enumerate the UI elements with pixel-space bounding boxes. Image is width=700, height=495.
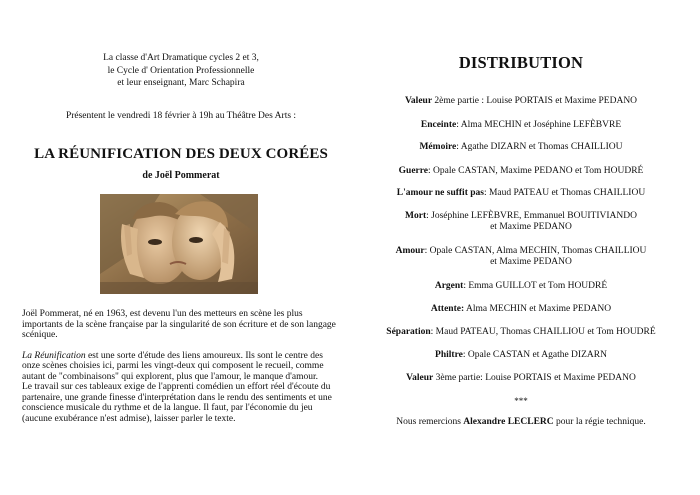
description-paragraph: Le travail sur ces tableaux exige de l'apprenti comédien un effort réel d'écoute du partenaire, une grande finesse d'interprétation dans le rendu des sentiments et une conscience musicale du rythme et de la langue. Il faut, par l'économie du jeu (aucune exubérance n'est admise), laisser parler le texte. (22, 382, 332, 424)
role-cast: : Maud PATEAU et Thomas CHAILLIOU (483, 188, 646, 198)
role-name: L'amour ne suffit pas (396, 188, 484, 198)
cast-entry (360, 304, 682, 315)
role-cast: Alma MECHIN et Maxime PEDANO (464, 304, 612, 314)
role-cast: : Opale CASTAN, Maxime PEDANO et Tom HOUDRÉ (428, 166, 644, 176)
cast-entry (360, 166, 682, 177)
intro-line: le Cycle d' Orientation Professionnelle (107, 65, 255, 76)
intro-block (22, 52, 340, 90)
role-cast-continued: et Maxime PEDANO (490, 222, 572, 232)
cast-entry (360, 246, 682, 268)
presents-line: Présentent le vendredi 18 février à 19h au Théâtre Des Arts : (65, 111, 297, 121)
cast-entry (360, 281, 682, 292)
role-name: Mort (405, 211, 427, 221)
role-cast: 3ème partie: Louise PORTAIS et Maxime PEDANO (433, 373, 636, 383)
left-page (22, 0, 340, 495)
distribution-title: DISTRIBUTION (458, 53, 584, 72)
thanks-prefix: Nous remercions (396, 417, 464, 427)
role-name: Mémoire (419, 142, 457, 152)
cast-entry (360, 350, 682, 361)
role-name: Philtre (435, 350, 463, 360)
role-cast-continued: et Maxime PEDANO (490, 257, 572, 267)
play-title-italic: La Réunification (22, 350, 86, 361)
description-paragraph (22, 351, 340, 383)
intro-line: La classe d'Art Dramatique cycles 2 et 3, (103, 53, 259, 63)
cast-entry (360, 120, 682, 131)
role-name: Valeur (406, 373, 434, 383)
role-name: Argent (434, 281, 464, 291)
role-cast: : Agathe DIZARN et Thomas CHAILLIOU (456, 142, 623, 152)
play-author: de Joël Pommerat (142, 170, 220, 181)
right-page (360, 0, 682, 495)
separator: *** (514, 396, 528, 406)
thanks-line (360, 417, 682, 427)
role-name: Guerre (398, 166, 429, 176)
role-name: Valeur (404, 96, 433, 106)
play-title: LA RÉUNIFICATION DES DEUX CORÉES (34, 146, 328, 162)
cover-painting (100, 194, 258, 294)
role-cast: : Emma GUILLOT et Tom HOUDRÉ (463, 281, 608, 291)
cast-entry (360, 96, 682, 107)
role-cast: : Opale CASTAN, Alma MECHIN, Thomas CHAILLIOU (424, 246, 647, 256)
cast-entry (360, 327, 682, 338)
cast-entry (360, 142, 682, 153)
intro-line: et leur enseignant, Marc Schapira (117, 78, 245, 88)
role-name: Enceinte (420, 120, 457, 130)
thanks-suffix: pour la régie technique. (553, 417, 646, 427)
role-name: Séparation (386, 327, 431, 337)
paragraph-text: est une sorte d'étude des liens amoureux. Ils sont le centre des onze scènes choisies ici, parmi les vingt-deux qui composent le recueil, comme autant de "combinaisons" qui explorent, plus que l'amour, le manque d'amour. (22, 350, 324, 382)
description-paragraph: Joël Pommerat, né en 1963, est devenu l'un des metteurs en scène les plus importants de la scène française par la singularité de son écriture et de son langage scénique. (22, 309, 336, 340)
cast-entry (360, 373, 682, 384)
role-cast: : Alma MECHIN et Joséphine LEFÈBVRE (456, 120, 622, 130)
cast-entry (360, 188, 682, 199)
cast-entry (360, 211, 682, 233)
description-text (22, 309, 340, 434)
thanks-name: Alexandre LECLERC (463, 417, 554, 427)
role-name: Amour (395, 246, 425, 256)
role-cast: : Maud PATEAU, Thomas CHAILLIOU et Tom HOUDRÉ (430, 327, 656, 337)
role-cast: : Opale CASTAN et Agathe DIZARN (462, 350, 607, 360)
role-cast: : Joséphine LEFÈBVRE, Emmanuel BOUITIVIANDO (426, 211, 637, 221)
role-cast: 2ème partie : Louise PORTAIS et Maxime PEDANO (432, 96, 638, 106)
role-name: Attente: (430, 304, 465, 314)
